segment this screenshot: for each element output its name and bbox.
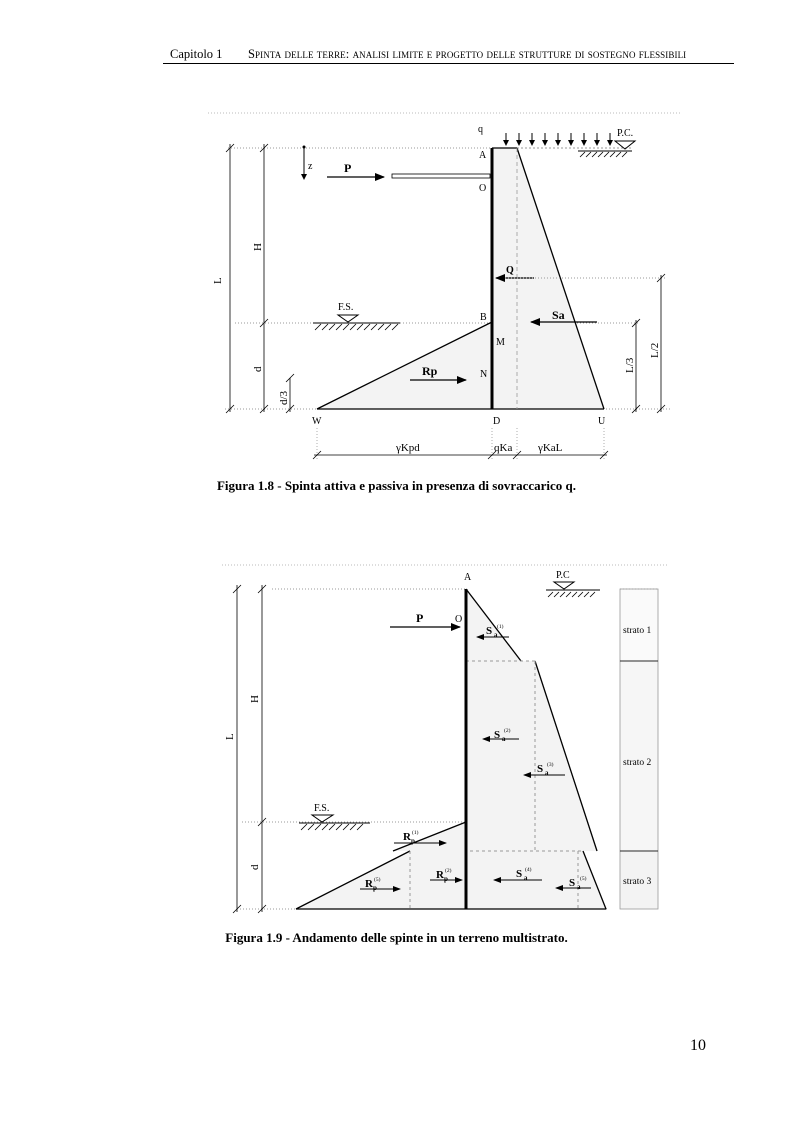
rp2-sub: p (444, 875, 448, 883)
page-number: 10 (690, 1037, 706, 1054)
label-W: W (312, 416, 322, 427)
sa3-s: S (537, 763, 544, 775)
figure-1-9-caption: Figura 1.9 - Andamento delle spinte in un terreno multistrato. (225, 930, 568, 945)
sa2-sub: a (502, 735, 506, 743)
rp3-idx: (5) (374, 877, 381, 883)
label-q: q (478, 124, 483, 135)
left-dimension-lines-2 (233, 585, 266, 913)
surcharge-load (493, 133, 632, 148)
active-diagram-layer1 (466, 589, 521, 661)
passive-pressure-diagram (317, 322, 492, 409)
sa1-idx: (1) (497, 624, 504, 630)
dim-label-L3: L/3 (624, 357, 636, 373)
sa3-idx: (3) (547, 762, 554, 768)
sa3-sub: a (545, 769, 549, 777)
strato-3-label: strato 3 (623, 877, 652, 887)
label-Rp: Rp (422, 364, 438, 378)
fs-water-table-left (313, 315, 400, 330)
rp3-r: R (365, 878, 373, 890)
label-z: z (308, 161, 313, 172)
sa2-s: S (494, 729, 501, 741)
figure-1-9 (0, 555, 793, 925)
figure-1-8 (0, 0, 793, 480)
strato-1-label: strato 1 (623, 626, 652, 636)
sa4-idx: (4) (525, 867, 532, 873)
bottom-dimension-line (313, 428, 608, 460)
dim-label-L: L (212, 277, 224, 284)
dim-label-gamma-kp-d: γKpd (396, 442, 420, 454)
ground-level-pc-symbol (578, 141, 635, 157)
label-O: O (479, 183, 487, 194)
label-D: D (493, 416, 501, 427)
z-axis (303, 146, 306, 180)
rp2-r: R (436, 869, 444, 881)
dim-label-d3: d/3 (278, 390, 290, 405)
label-P: P (344, 161, 352, 175)
label-Q: Q (506, 265, 514, 276)
running-title: Spinta delle terre: analisi limite e progetto delle strutture di sostegno flessibili (248, 47, 687, 61)
label-B: B (480, 312, 487, 323)
rp2-idx: (2) (445, 868, 452, 874)
sa5-s: S (569, 877, 576, 889)
ground-level-pc-symbol-2 (546, 582, 600, 597)
label-fs-2: F.S. (314, 803, 330, 814)
rp1-idx: (1) (412, 830, 419, 836)
label-P-2: P (416, 611, 424, 625)
rp3-sub: p (373, 884, 377, 892)
anchor-force-p (327, 174, 490, 178)
sa4-sub: a (524, 874, 528, 882)
label-A: A (479, 150, 487, 161)
strato-2-label: strato 2 (623, 758, 652, 768)
rp1-r: R (403, 831, 411, 843)
label-Sa: Sa (552, 308, 565, 322)
dim-label-H: H (252, 243, 264, 251)
label-pc-2: P.C (556, 570, 570, 581)
sa1-sub: a (494, 631, 498, 639)
sa2-idx: (2) (504, 728, 511, 734)
dim-label-H-2: H (249, 695, 261, 703)
rp1-sub: p (411, 837, 415, 845)
dim-label-L-2: L (224, 733, 236, 740)
sa4-s: S (516, 868, 523, 880)
dim-label-gamma-ka-l: γKaL (538, 442, 563, 454)
figure-1-8-caption: Figura 1.8 - Spinta attiva e passiva in presenza di sovraccarico q. (216, 478, 577, 493)
label-O-2: O (455, 614, 463, 625)
label-A-2: A (464, 572, 472, 583)
stratigraphy-column (620, 589, 658, 909)
label-N: N (480, 369, 488, 380)
label-M: M (496, 337, 505, 348)
sa5-sub: a (577, 883, 581, 891)
dim-label-d-2: d (249, 864, 261, 870)
dim-label-q-ka: qKa (494, 442, 513, 454)
fs-water-table-2 (299, 815, 370, 830)
label-pc: P.C. (617, 128, 634, 139)
sa5-idx: (5) (580, 876, 587, 882)
dim-label-L2: L/2 (649, 342, 661, 358)
label-U: U (598, 416, 606, 427)
chapter-label: Capitolo 1 (170, 47, 223, 61)
dim-label-d: d (252, 366, 264, 372)
active-diagram-layer2 (466, 661, 597, 851)
sa1-s: S (486, 625, 493, 637)
label-fs: F.S. (338, 302, 354, 313)
